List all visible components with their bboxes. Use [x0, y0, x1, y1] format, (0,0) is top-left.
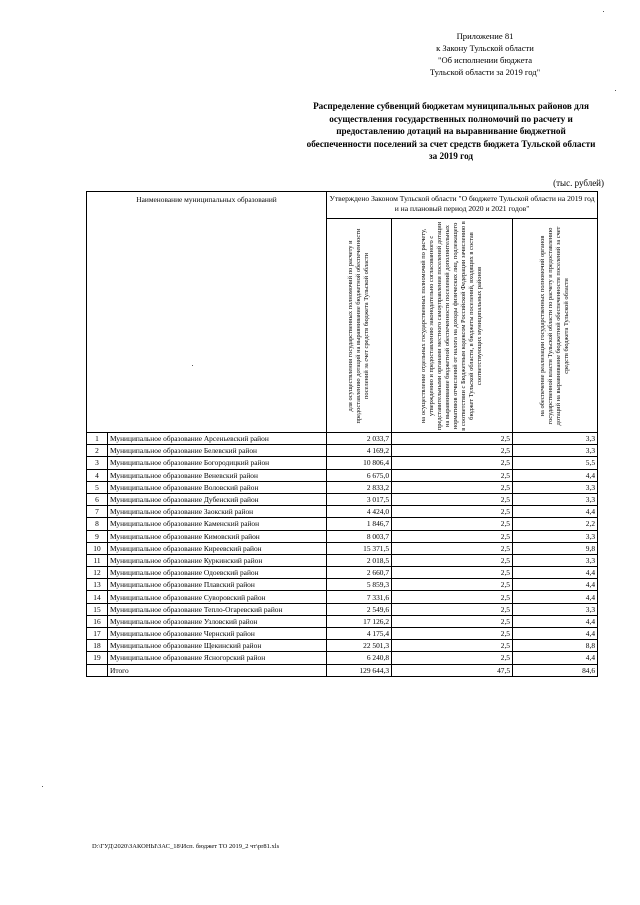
- table-row: [87, 640, 598, 652]
- table-row: [87, 615, 598, 627]
- col2-value: 2,5: [392, 628, 513, 640]
- col1-value: 10 806,4: [327, 457, 392, 469]
- col1-header-text: для осуществления государственных полномочий по расчету и предоставлению дотаций на выравнивание бюджетной обеспеченности поселений за счет средств бюджета Тульской области: [347, 228, 371, 423]
- municipality-name: Муниципальное образование Щекинский район: [108, 640, 327, 652]
- col2-header-text: на осуществление отдельных государственных полномочий по расчету, утверждению и предоставлению законодательно согласованного с представительными органами местного самоуправления поселений дотации на выравнивание бюджетной обеспеченности поселений дополнительных нормативов отчислений от налога на доходы физических лиц, подлежащего в соответствии с Бюджетным кодексом Российской Федерации зачислению в бюджет Тульской области, в бюджеты поселений, входящих в состав соответствующих муниципальных районов: [420, 220, 484, 431]
- col1-value: 4 169,2: [327, 445, 392, 457]
- total-col1: 129 644,3: [327, 664, 392, 676]
- col1-value: 6 240,8: [327, 652, 392, 664]
- col2-value: 2,5: [392, 652, 513, 664]
- col3-header: [513, 219, 598, 433]
- table-row: [87, 542, 598, 554]
- col1-value: 22 501,3: [327, 640, 392, 652]
- municipality-name: Муниципальное образование Тепло-Огаревский район: [108, 603, 327, 615]
- col1-value: 5 859,3: [327, 579, 392, 591]
- row-number: 18: [87, 640, 108, 652]
- col3-value: 3,3: [513, 433, 598, 445]
- table-row: [87, 469, 598, 481]
- municipality-name: Муниципальное образование Узловский район: [108, 615, 327, 627]
- row-number: 14: [87, 591, 108, 603]
- col3-value: 4,4: [513, 579, 598, 591]
- appendix-line-3: "Об исполнении бюджета: [437, 55, 533, 65]
- col3-value: 3,3: [513, 493, 598, 505]
- col3-value: 5,5: [513, 457, 598, 469]
- municipality-name: Муниципальное образование Киреевский район: [108, 542, 327, 554]
- row-number: 8: [87, 518, 108, 530]
- col2-value: 2,5: [392, 615, 513, 627]
- appendix-block: [380, 30, 590, 78]
- table-row: [87, 591, 598, 603]
- table-row: [87, 506, 598, 518]
- units-label: (тыс. рублей): [553, 178, 604, 188]
- col3-value: 4,4: [513, 567, 598, 579]
- table-row: [87, 445, 598, 457]
- municipality-name: Муниципальное образование Суворовский район: [108, 591, 327, 603]
- col1-value: 17 126,2: [327, 615, 392, 627]
- col3-value: 3,3: [513, 554, 598, 566]
- table-row: [87, 628, 598, 640]
- col3-value: 9,8: [513, 542, 598, 554]
- table-row: [87, 481, 598, 493]
- municipality-name: Муниципальное образование Чернский район: [108, 628, 327, 640]
- col1-value: 7 331,6: [327, 591, 392, 603]
- col1-value: 2 018,5: [327, 554, 392, 566]
- col3-value: 4,4: [513, 591, 598, 603]
- col1-header: [327, 219, 392, 433]
- row-number: 19: [87, 652, 108, 664]
- municipality-name: Муниципальное образование Плавский район: [108, 579, 327, 591]
- col2-value: 2,5: [392, 493, 513, 505]
- total-col3: 84,6: [513, 664, 598, 676]
- col3-value: 2,2: [513, 518, 598, 530]
- col1-value: 1 846,7: [327, 518, 392, 530]
- approved-header: Утверждено Законом Тульской области "О бюджете Тульской области на 2019 год и на плановый период 2020 и 2021 годов": [327, 192, 598, 219]
- row-number: 11: [87, 554, 108, 566]
- col2-value: 2,5: [392, 591, 513, 603]
- col1-value: 2 833,2: [327, 481, 392, 493]
- municipality-name: Муниципальное образование Богородицкий район: [108, 457, 327, 469]
- col3-value: 4,4: [513, 469, 598, 481]
- col2-value: 2,5: [392, 506, 513, 518]
- total-col2: 47,5: [392, 664, 513, 676]
- col1-value: 4 424,0: [327, 506, 392, 518]
- row-number: 13: [87, 579, 108, 591]
- row-number: 16: [87, 615, 108, 627]
- table-row: [87, 603, 598, 615]
- total-row: [87, 664, 598, 676]
- row-number: 12: [87, 567, 108, 579]
- col3-value: 4,4: [513, 628, 598, 640]
- col1-value: 4 175,4: [327, 628, 392, 640]
- col2-value: 2,5: [392, 518, 513, 530]
- row-number: 6: [87, 493, 108, 505]
- col2-value: 2,5: [392, 567, 513, 579]
- col2-header: [392, 219, 513, 433]
- table-row: [87, 554, 598, 566]
- header-row-1: [87, 192, 598, 219]
- file-path-footer: D:\ГУД\2020\ЗАКОНЫ\ЗАС_18\Исп. бюджет ТО 2019_2 чт\pr81.xls: [92, 843, 280, 850]
- row-number: 1: [87, 433, 108, 445]
- row-number: 5: [87, 481, 108, 493]
- municipality-name: Муниципальное образование Каменский район: [108, 518, 327, 530]
- total-label: Итого: [108, 664, 327, 676]
- scan-speck: [42, 786, 43, 787]
- col2-value: 2,5: [392, 640, 513, 652]
- municipality-name: Муниципальное образование Дубенский район: [108, 493, 327, 505]
- col2-value: 2,5: [392, 469, 513, 481]
- col3-header-text: на обеспечение реализации государственных полномочий органов государственной власти Тульской области по расчету и предоставлению дотаций на выравнивание бюджетной обеспеченности поселений за счет средств бюджета Тульской области: [539, 226, 571, 425]
- col1-value: 2 549,6: [327, 603, 392, 615]
- col3-value: 3,3: [513, 445, 598, 457]
- col1-value: 15 371,5: [327, 542, 392, 554]
- col3-value: 4,4: [513, 615, 598, 627]
- table-row: [87, 518, 598, 530]
- table-row: [87, 567, 598, 579]
- col2-value: 2,5: [392, 445, 513, 457]
- scan-speck: [192, 365, 193, 366]
- row-number: 7: [87, 506, 108, 518]
- row-number: 15: [87, 603, 108, 615]
- row-number: 2: [87, 445, 108, 457]
- table-row: [87, 579, 598, 591]
- municipality-name: Муниципальное образование Веневский район: [108, 469, 327, 481]
- scan-speck: [615, 90, 616, 91]
- col2-value: 2,5: [392, 554, 513, 566]
- appendix-line-1: Приложение 81: [456, 31, 514, 41]
- total-number-cell: [87, 664, 108, 676]
- appendix-line-2: к Закону Тульской области: [436, 43, 534, 53]
- col3-value: 3,3: [513, 603, 598, 615]
- col1-value: 2 660,7: [327, 567, 392, 579]
- table-row: [87, 652, 598, 664]
- row-number: 4: [87, 469, 108, 481]
- appendix-line-4: Тульской области за 2019 год": [429, 67, 541, 77]
- col2-value: 2,5: [392, 579, 513, 591]
- row-number: 3: [87, 457, 108, 469]
- subventions-table: [86, 191, 598, 677]
- col3-value: 4,4: [513, 506, 598, 518]
- table-row: [87, 457, 598, 469]
- col1-value: 2 033,7: [327, 433, 392, 445]
- municipality-name: Муниципальное образование Ясногорский район: [108, 652, 327, 664]
- scan-speck: [603, 11, 604, 12]
- table-row: [87, 433, 598, 445]
- document-title: Распределение субвенций бюджетам муниципальных районов для осуществления государственных полномочий по расчету и предоставлению дотаций на выравнивание бюджетной обеспеченности поселений за счет средств бюджета Тульской области за 2019 год: [306, 101, 596, 161]
- municipality-name: Муниципальное образование Белевский район: [108, 445, 327, 457]
- col2-value: 2,5: [392, 603, 513, 615]
- col2-value: 2,5: [392, 481, 513, 493]
- col2-value: 2,5: [392, 530, 513, 542]
- table-row: [87, 530, 598, 542]
- col3-value: 3,3: [513, 530, 598, 542]
- municipality-name: Муниципальное образование Кимовский район: [108, 530, 327, 542]
- col1-value: 6 675,0: [327, 469, 392, 481]
- col2-value: 2,5: [392, 542, 513, 554]
- col3-value: 8,8: [513, 640, 598, 652]
- col2-value: 2,5: [392, 433, 513, 445]
- row-number: 17: [87, 628, 108, 640]
- row-number: 10: [87, 542, 108, 554]
- col3-value: 4,4: [513, 652, 598, 664]
- table-row: [87, 493, 598, 505]
- municipality-name: Муниципальное образование Воловский район: [108, 481, 327, 493]
- name-column-header: Наименование муниципальных образований: [87, 192, 327, 433]
- row-number: 9: [87, 530, 108, 542]
- col1-value: 8 003,7: [327, 530, 392, 542]
- col2-value: 2,5: [392, 457, 513, 469]
- municipality-name: Муниципальное образование Заокский район: [108, 506, 327, 518]
- col3-value: 3,3: [513, 481, 598, 493]
- municipality-name: Муниципальное образование Арсеньевский район: [108, 433, 327, 445]
- col1-value: 3 017,5: [327, 493, 392, 505]
- municipality-name: Муниципальное образование Куркинский район: [108, 554, 327, 566]
- municipality-name: Муниципальное образование Одоевский район: [108, 567, 327, 579]
